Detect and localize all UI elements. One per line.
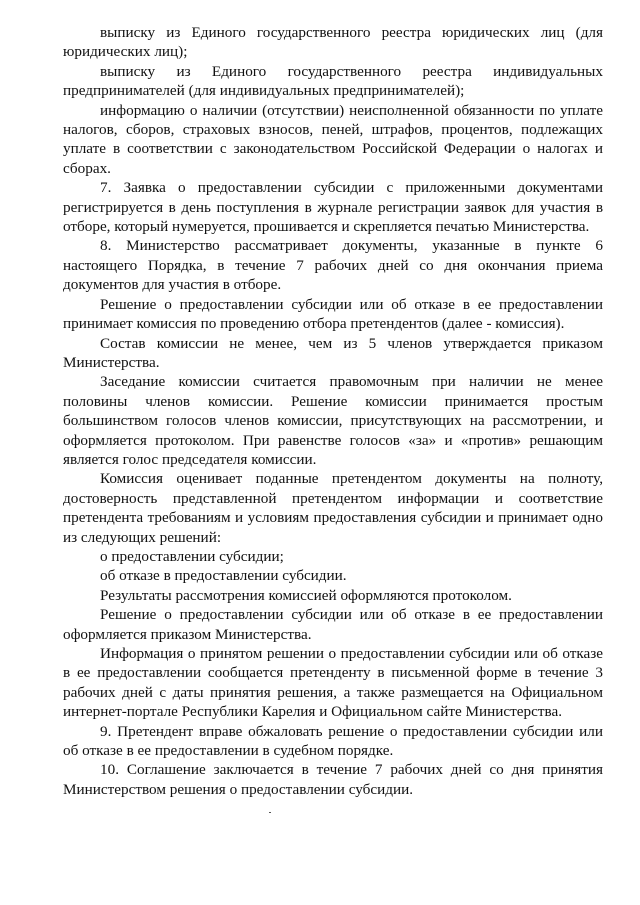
document-page	[63, 23, 603, 799]
paragraph-commission-composition: Состав комиссии не менее, чем из 5 членов утверждается приказом Министерства.	[63, 334, 603, 371]
paragraph-tax-obligations: информацию о наличии (отсутствии) неисполненной обязанности по уплате налогов, сборов, страховых взносов, пеней, штрафов, процентов, подлежащих уплате в соответствии с законодательством Российской Федерации о налогах и сборах.	[63, 101, 603, 177]
paragraph-clause-8: 8. Министерство рассматривает документы, указанные в пункте 6 настоящего Порядка, в течение 7 рабочих дней со дня окончания приема документов для участия в отборе.	[63, 237, 603, 294]
paragraph-decision-grant: о предоставлении субсидии;	[100, 547, 284, 565]
paragraph-commission-meeting: Заседание комиссии считается правомочным при наличии не менее половины членов комиссии. Решение комиссии принимается простым большинством голосов членов комиссии, присутствующих на рассмотрении, и оформляется протоколом. При равенстве голосов «за» и «против» решающим является голос председателя комиссии.	[63, 373, 603, 468]
paragraph-egrul-extract: выписку из Единого государственного реестра юридических лиц (для юридических лиц);	[63, 24, 603, 61]
paragraph-ministry-order: Решение о предоставлении субсидии или об отказе в ее предоставлении оформляется приказом Министерства.	[63, 606, 603, 643]
paragraph-decision-refuse: об отказе в предоставлении субсидии.	[100, 567, 347, 585]
paragraph-commission-decision: Решение о предоставлении субсидии или об отказе в ее предоставлении принимает комиссия по проведению отбора претендентов (далее - комиссия).	[63, 295, 603, 333]
paragraph-notification: Информация о принятом решении о предоставлении субсидии или об отказе в ее предоставлении сообщается претенденту в письменной форме в течение 3 рабочих дней с даты принятия решения, а также размещается на Официальном интернет-портале Республики Карелия и Официальном сайте Министерства.	[63, 645, 603, 721]
paragraph-protocol: Результаты рассмотрения комиссией оформляются протоколом.	[100, 586, 512, 604]
scan-speck	[269, 812, 271, 813]
paragraph-clause-9: 9. Претендент вправе обжаловать решение о предоставлении субсидии или об отказе в ее предоставлении в судебном порядке.	[63, 722, 603, 760]
paragraph-egrip-extract: выписку из Единого государственного реестра индивидуальных предпринимателей (для индивидуальных предпринимателей);	[63, 62, 603, 100]
paragraph-commission-evaluation: Комиссия оценивает поданные претендентом документы на полноту, достоверность представленной претендентом информации и соответствие претендента требованиям и условиям предоставления субсидии и принимает одно из следующих решений:	[63, 470, 603, 546]
paragraph-clause-7: 7. Заявка о предоставлении субсидии с приложенными документами регистрируется в день поступления в журнале регистрации заявок для участия в отборе, который нумеруется, прошивается и скрепляется печатью Министерства.	[63, 179, 603, 236]
paragraph-clause-10: 10. Соглашение заключается в течение 7 рабочих дней со дня принятия Министерством решения о предоставлении субсидии.	[63, 761, 603, 798]
